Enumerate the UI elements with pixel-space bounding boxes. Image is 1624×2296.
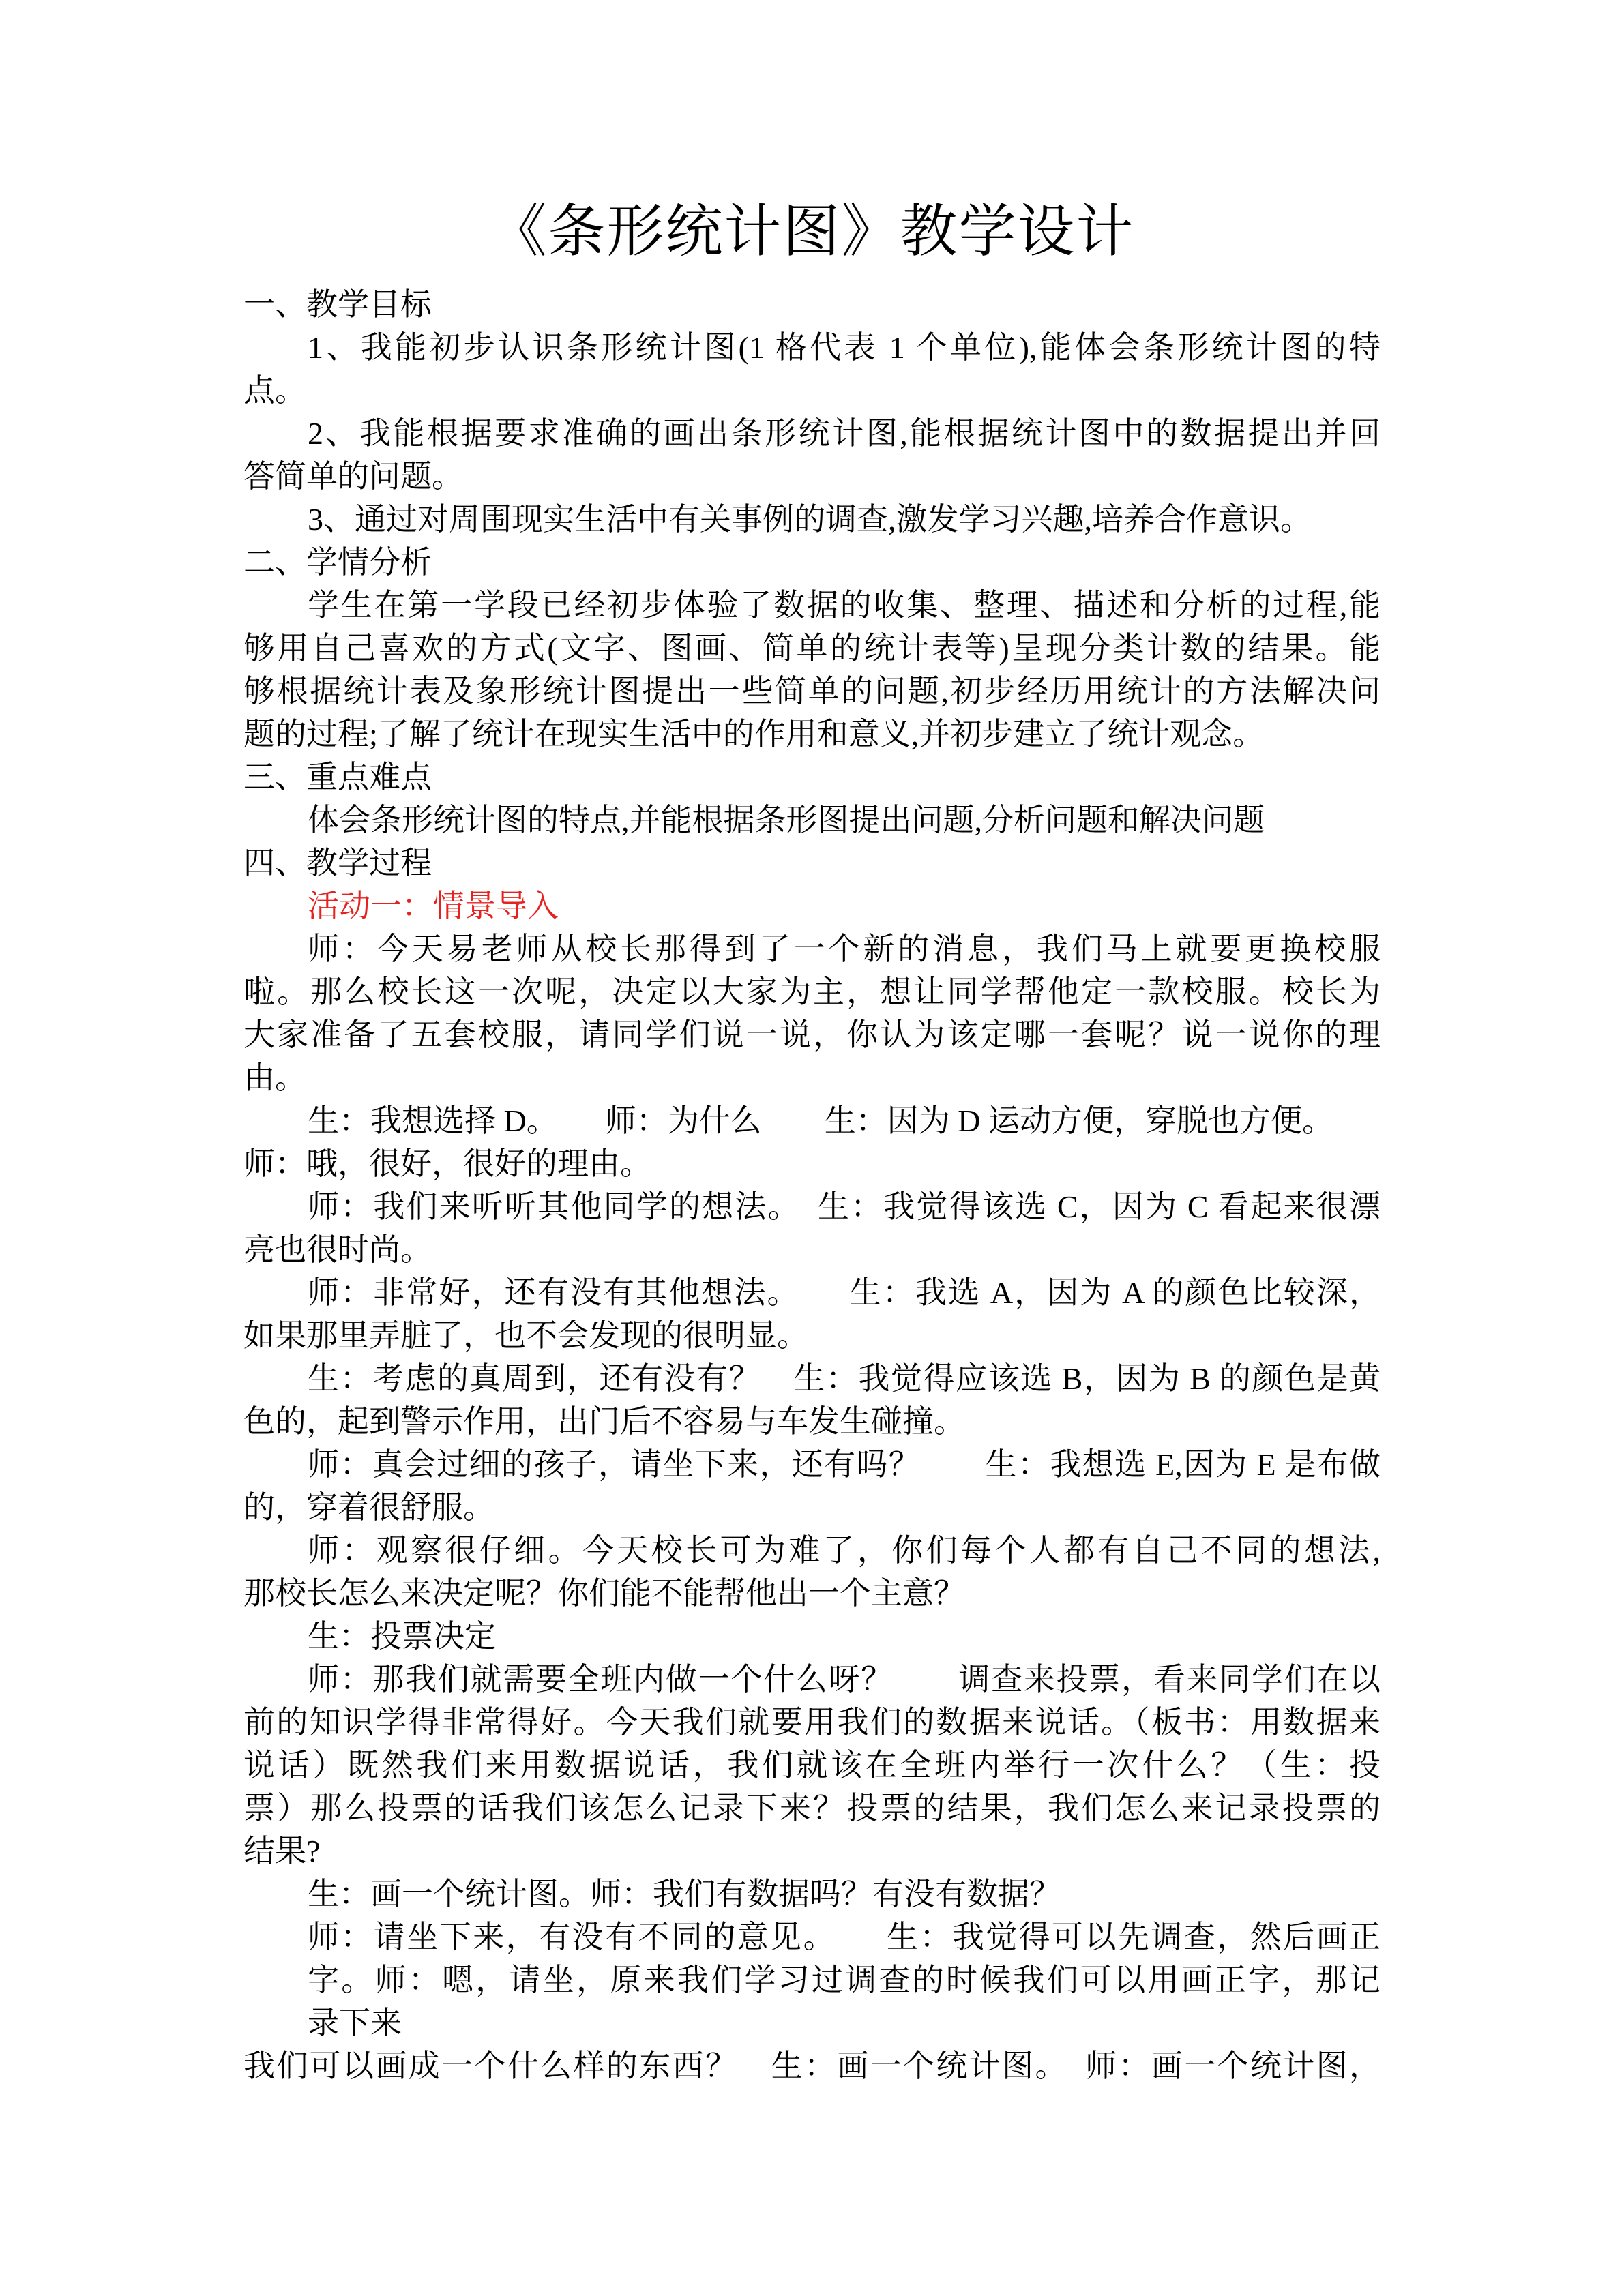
document-line: 师：那我们就需要全班内做一个什么呀？ 调查来投票，看来同学们在以: [308, 1662, 1381, 1697]
document-line: 由。: [243, 1060, 306, 1095]
document-line: 师：我们来听听其他同学的想法。 生：我觉得该选 C，因为 C 看起来很漂: [308, 1189, 1381, 1224]
section-heading-line: 二、学情分析: [243, 545, 432, 580]
document-line: 票）那么投票的话我们该怎么记录下来？投票的结果，我们怎么来记录投票的: [243, 1791, 1381, 1825]
document-line: 生：画一个统计图。师：我们有数据吗？有没有数据？: [308, 1877, 1061, 1911]
document-line: 结果?: [243, 1834, 321, 1868]
document-line: 答简单的问题。: [243, 459, 463, 494]
document-line: 生：考虑的真周到，还有没有？ 生：我觉得应该选 B，因为 B 的颜色是黄: [308, 1361, 1381, 1396]
document-line: 题的过程;了解了统计在现实生活中的作用和意义,并初步建立了统计观念。: [243, 717, 1265, 751]
section-heading-line: 一、教学目标: [243, 287, 432, 322]
document-line: 的，穿着很舒服。: [243, 1490, 494, 1525]
document-line: 3、通过对周围现实生活中有关事例的调查,激发学习兴趣,培养合作意识。: [308, 502, 1312, 537]
document-line: 够用自己喜欢的方式(文字、图画、简单的统计表等)呈现分类计数的结果。能: [243, 631, 1381, 666]
document-line: 大家准备了五套校服，请同学们说一说，你认为该定哪一套呢？说一说你的理: [243, 1017, 1381, 1052]
document-line: 师：哦，很好，很好的理由。: [243, 1146, 651, 1181]
document-line: 1、我能初步认识条形统计图(1 格代表 1 个单位),能体会条形统计图的特: [308, 330, 1381, 365]
document-title: 《条形统计图》教学设计: [489, 200, 1135, 264]
document-line: 学生在第一学段已经初步体验了数据的收集、整理、描述和分析的过程,能: [308, 588, 1381, 623]
document-line: 说话）既然我们来用数据说话，我们就该在全班内举行一次什么？（生：投: [243, 1748, 1381, 1783]
document-line: 啦。那么校长这一次呢，决定以大家为主，想让同学帮他定一款校服。校长为: [243, 974, 1381, 1009]
document-line: 师：今天易老师从校长那得到了一个新的消息，我们马上就要更换校服: [308, 931, 1381, 966]
document-line: 那校长怎么来决定呢？你们能不能帮他出一个主意？: [243, 1576, 965, 1611]
activity-intro-line: 活动一：情景导入: [308, 889, 559, 923]
document-line: 师：真会过细的孩子，请坐下来，还有吗？ 生：我想选 E,因为 E 是布做: [308, 1447, 1381, 1482]
document-line: 师：请坐下来，有没有不同的意见。 生：我觉得可以先调查，然后画正: [308, 1920, 1381, 1954]
document-line: 够根据统计表及象形统计图提出一些简单的问题,初步经历用统计的方法解决问: [243, 674, 1381, 709]
document-body: [243, 283, 1381, 2087]
document-line: 体会条形统计图的特点,并能根据条形图提出问题,分析问题和解决问题: [308, 803, 1265, 837]
document-content: [243, 0, 1381, 2087]
document-line: 我们可以画成一个什么样的东西？ 生：画一个统计图。 师：画一个统计图，: [243, 2048, 1381, 2083]
document-line: 录下来: [308, 2006, 402, 2040]
document-line: 师：观察很仔细。今天校长可为难了，你们每个人都有自己不同的想法,: [308, 1533, 1381, 1568]
document-line: 点。: [243, 373, 306, 408]
document-line: 字。师：嗯，请坐，原来我们学习过调查的时候我们可以用画正字，那记: [308, 1963, 1381, 1997]
document-line: 师：非常好，还有没有其他想法。 生：我选 A，因为 A 的颜色比较深，: [308, 1275, 1381, 1310]
document-line: 生：投票决定: [308, 1619, 496, 1654]
document-line: 如果那里弄脏了，也不会发现的很明显。: [243, 1318, 808, 1353]
document-line: 生：我想选择 D。 师：为什么 生：因为 D 运动方便，穿脱也方便。: [308, 1103, 1333, 1138]
document-line: 色的，起到警示作用，出门后不容易与车发生碰撞。: [243, 1404, 965, 1439]
document-line: 亮也很时尚。: [243, 1232, 432, 1267]
document-line: 2、我能根据要求准确的画出条形统计图,能根据统计图中的数据提出并回: [308, 416, 1381, 451]
section-heading-line: 四、教学过程: [243, 846, 432, 880]
document-line: 前的知识学得非常得好。今天我们就要用我们的数据来说话。（板书：用数据来: [243, 1705, 1381, 1740]
section-heading-line: 三、重点难点: [243, 760, 432, 794]
